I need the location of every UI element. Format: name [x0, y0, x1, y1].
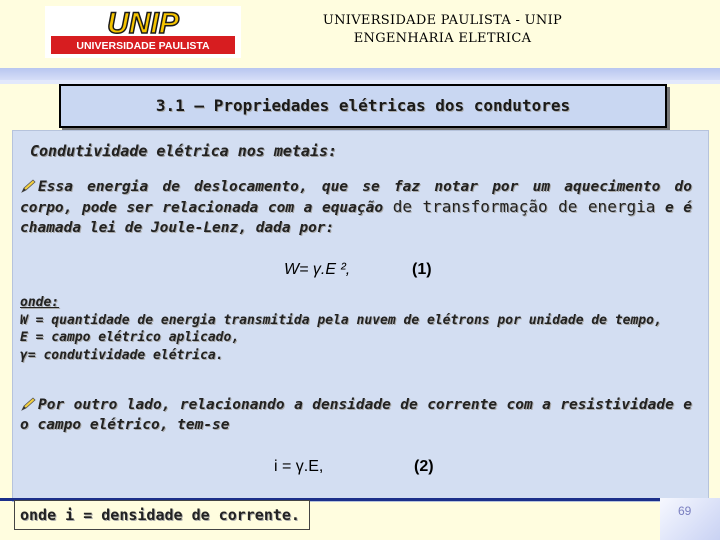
paragraph-current-density — [20, 395, 692, 435]
section-subtitle: Condutividade elétrica nos metais: — [30, 142, 338, 160]
unip-logo — [45, 6, 241, 58]
pencil-icon — [20, 179, 36, 193]
equation-1: W= γ.E ², — [284, 261, 351, 278]
equation-1-number: (1) — [412, 261, 432, 278]
logo-brand-text: UNIP — [107, 7, 179, 40]
slide-title: 3.1 – Propriedades elétricas dos condutores — [155, 96, 571, 115]
definition-gamma: γ= condutividade elétrica. — [20, 347, 224, 363]
paragraph-joule-lenz — [20, 177, 692, 238]
title-box — [59, 84, 667, 128]
definitions-list — [20, 294, 700, 364]
definition-intro: onde: — [20, 295, 60, 310]
logo-tagline-text: UNIVERSIDADE PAULISTA — [76, 40, 210, 52]
definition-e: E = campo elétrico aplicado, — [20, 330, 240, 345]
equation-2: i = γ.E, — [274, 458, 324, 475]
paragraph1-text-big: de transformação de energia — [392, 197, 656, 216]
header-line2: ENGENHARIA ELETRICA — [353, 31, 532, 46]
paragraph1-text-a: Essa energia de deslocamento, que se faz notar por um aquecimento do corpo, pode ser relacionada com a equação — [20, 179, 692, 216]
header — [300, 12, 585, 48]
paragraph2-text: Por outro lado, relacionando a densidade de corrente com a resistividade e o campo elétrico, tem-se — [20, 397, 692, 433]
equation-2-number: (2) — [414, 458, 434, 475]
pencil-icon — [20, 397, 36, 411]
definition-w: W = quantidade de energia transmitida pela nuvem de elétrons por unidade de tempo, — [20, 312, 662, 328]
footer-note: onde i = densidade de corrente. — [20, 506, 300, 524]
page-number: 69 — [678, 504, 692, 518]
paragraph1-text-b: e é chamada lei de Joule-Lenz, dada por: — [20, 200, 692, 236]
header-divider — [0, 68, 720, 80]
header-line1: UNIVERSIDADE PAULISTA - UNIP — [322, 13, 563, 28]
